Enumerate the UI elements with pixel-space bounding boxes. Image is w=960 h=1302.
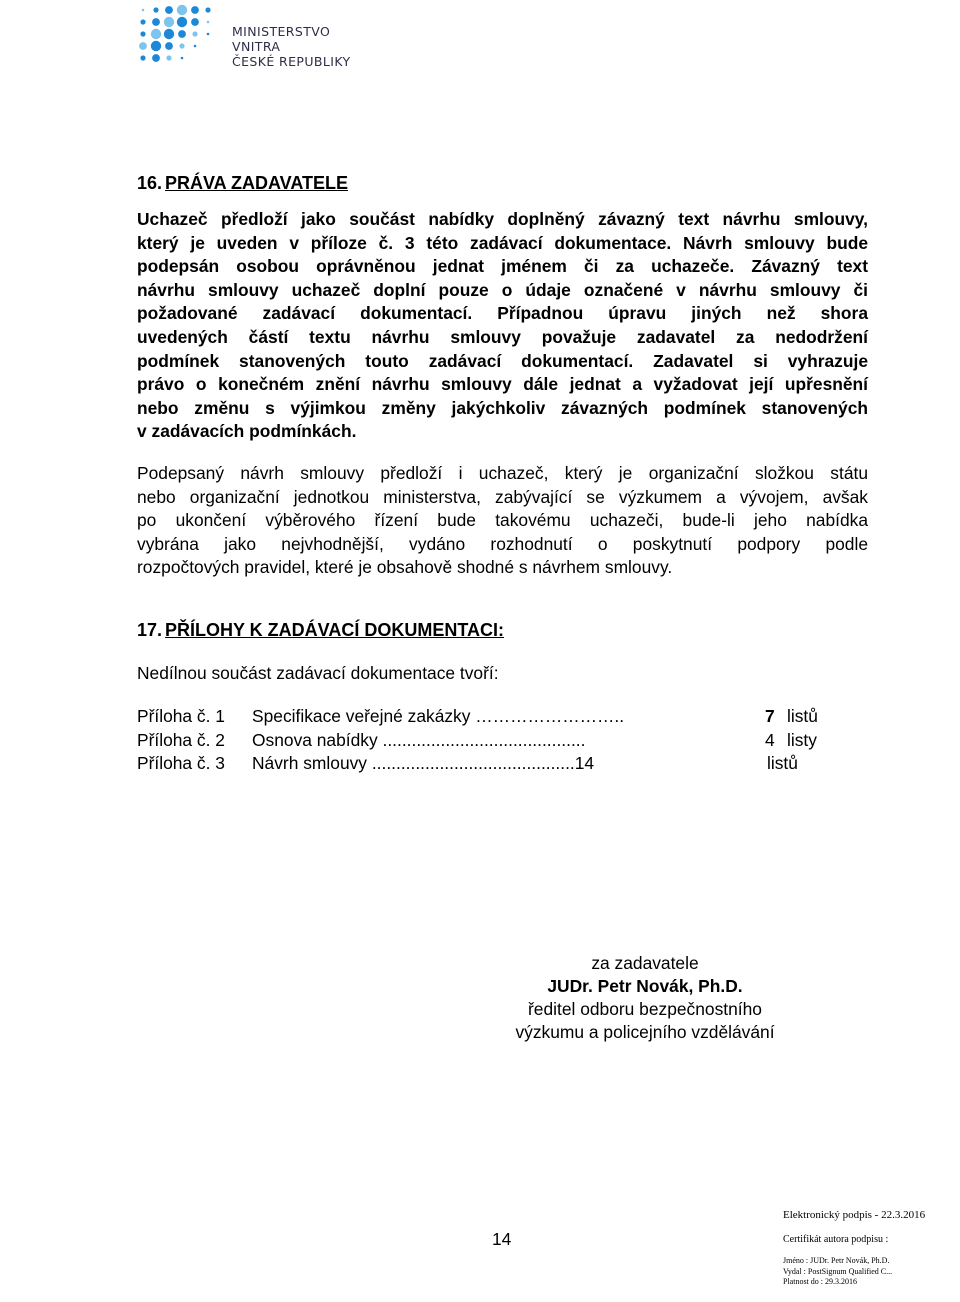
logo-dot xyxy=(205,7,210,12)
paragraph-line: právo o konečném znění návrhu smlouvy dále jednat a vyžadovat její upřesnění xyxy=(137,374,868,395)
section-16-heading xyxy=(137,173,348,194)
section-16-title: PRÁVA ZADAVATELE xyxy=(165,173,348,193)
page-number: 14 xyxy=(492,1229,512,1249)
signatory-name: JUDr. Petr Novák, Ph.D. xyxy=(547,976,743,996)
logo-dot xyxy=(139,42,147,50)
annex-unit: listů xyxy=(787,706,818,726)
logo-dot xyxy=(151,41,161,51)
logo-dot xyxy=(191,6,199,14)
logo-dot xyxy=(164,17,174,27)
electronic-signature-stamp xyxy=(783,1208,953,1288)
annex-unit: listy xyxy=(787,730,817,750)
logo-dot xyxy=(207,21,210,24)
logo-dot xyxy=(207,33,210,36)
logo-dot xyxy=(178,30,186,38)
section-17-number: 17. xyxy=(137,620,163,640)
logo-dot xyxy=(151,29,161,39)
logo-dot xyxy=(166,55,171,60)
logo-dot xyxy=(165,6,173,14)
section-17-title: PŘÍLOHY K ZADÁVACÍ DOKUMENTACI: xyxy=(165,620,504,640)
section-16-number: 16. xyxy=(137,173,163,193)
logo-dot xyxy=(164,29,174,39)
ministry-name xyxy=(232,24,377,69)
logo-dot xyxy=(192,31,197,36)
annex-label: Příloha č. 1 xyxy=(137,706,225,726)
logo-dots-icon xyxy=(137,4,221,64)
logo-dot xyxy=(165,42,173,50)
logo-dot xyxy=(181,57,184,60)
paragraph-line: v zadávacích podmínkách. xyxy=(137,421,357,442)
annex-description: Návrh smlouvy ..........................................14 xyxy=(252,753,595,773)
e-signature-issuer: Vydal : PostSignum Qualified C... xyxy=(783,1266,893,1276)
paragraph-line: požadované zadávací dokumentací. Případnou úpravu jiných než shora xyxy=(137,303,868,324)
section-16-paragraph-1 xyxy=(137,208,868,444)
annex-intro: Nedílnou součást zadávací dokumentace tvoří: xyxy=(137,663,499,683)
logo-dot xyxy=(177,17,187,27)
paragraph-line: podepsán osobou oprávněnou jednat jménem či za uchazeče. Závazný text xyxy=(137,256,868,277)
paragraph-line: vybrána jako nejvhodnější, vydáno rozhodnutí o poskytnutí podpory podle xyxy=(137,533,868,554)
annex-description: Osnova nabídky .......................................... xyxy=(252,730,586,750)
paragraph-line: nebo organizační jednotkou ministerstva, zabývající se výzkumem a vývojem, avšak xyxy=(137,486,868,507)
signatory-role-line-2: výzkumu a policejního vzdělávání xyxy=(515,1022,775,1042)
annex-unit: listů xyxy=(767,753,798,773)
paragraph-line: Uchazeč předloží jako součást nabídky doplněný závazný text návrhu smlouvy, xyxy=(137,209,868,229)
signature-on-behalf: za zadavatele xyxy=(591,953,699,973)
logo-dot xyxy=(152,54,160,62)
section-17-heading xyxy=(137,620,504,641)
annex-description: Specifikace veřejné zakázky …………………….. xyxy=(252,706,625,726)
annex-count: 4 xyxy=(765,730,775,750)
logo-dot xyxy=(140,19,145,24)
paragraph-line: nebo změnu s výjimkou změny jakýchkoliv závazných podmínek stanovených xyxy=(137,397,868,418)
paragraph-line: rozpočtových pravidel, které je obsahově shodné s návrhem smlouvy. xyxy=(137,557,673,578)
logo-dot xyxy=(177,5,187,15)
logo-dot xyxy=(140,55,145,60)
section-16-paragraph-2 xyxy=(137,462,868,580)
e-signature-title: Elektronický podpis - 22.3.2016 xyxy=(783,1209,926,1221)
signatory-role-line-1: ředitel odboru bezpečnostního xyxy=(528,999,762,1019)
annex-label: Příloha č. 3 xyxy=(137,753,225,773)
signature-block xyxy=(460,952,830,1044)
paragraph-line: uvedených částí textu návrhu smlouvy považuje zadavatel za nedodržení xyxy=(137,326,868,347)
paragraph-line: který je uveden v příloze č. 3 této zadávací dokumentace. Návrh smlouvy bude xyxy=(137,232,868,253)
e-signature-name: Jméno : JUDr. Petr Novák, Ph.D. xyxy=(783,1256,890,1265)
logo-dot xyxy=(142,9,145,12)
e-signature-validity: Platnost do : 29.3.2016 xyxy=(783,1277,858,1286)
ministry-logo xyxy=(137,4,377,69)
paragraph-line: po ukončení výběrového řízení bude takovému uchazeči, bude-li jeho nabídka xyxy=(137,510,868,531)
logo-dot xyxy=(191,18,199,26)
paragraph-line: návrhu smlouvy uchazeč doplní pouze o údaje označené v návrhu smlouvy či xyxy=(137,279,868,300)
logo-dot xyxy=(179,43,184,48)
logo-dot xyxy=(152,18,160,26)
logo-dot xyxy=(153,7,158,12)
e-signature-certificate: Certifikát autora podpisu : xyxy=(783,1234,889,1245)
logo-dot xyxy=(140,31,145,36)
annex-label: Příloha č. 2 xyxy=(137,730,225,750)
ministry-name-line-1: MINISTERSTVO VNITRA xyxy=(232,24,331,54)
annex-count: 7 xyxy=(765,706,775,726)
ministry-name-line-2: ČESKÉ REPUBLIKY xyxy=(232,54,351,69)
paragraph-line: podmínek stanovených touto zadávací dokumentací. Zadavatel si vyhrazuje xyxy=(137,350,868,371)
logo-dot xyxy=(194,45,197,48)
paragraph-line: Podepsaný návrh smlouvy předloží i uchazeč, který je organizační složkou státu xyxy=(137,463,868,483)
